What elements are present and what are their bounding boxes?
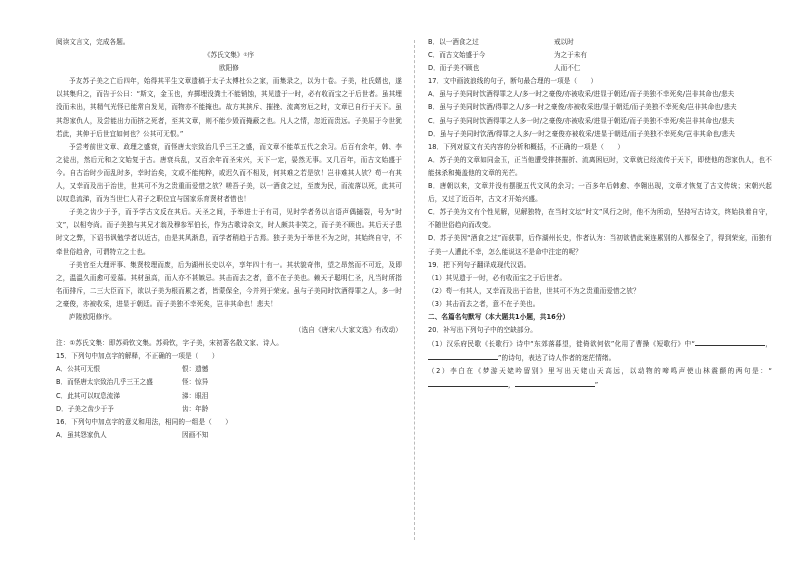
section-heading: 二、名篇名句默写（本大题共1小题，共16分）	[428, 312, 570, 321]
option-row: B．以一酒食之过 戒以时	[428, 38, 574, 46]
paragraph: 子美官至大理评事、集贤校理而废，后为湖州长史以卒，享年四十有一。其状貌奇伟，望之昂然而不可近，及即之，温温久而愈可爱慕。其材虽高，而人亦不甚嫉忌。其击而去之者，意不在子美也。赖天子聪明仁圣，凡当时所指名而排斥，二三大臣而下，欲以子美为根而累之者，皆蒙保全，今并列于荣宠。虽与子美同时饮酒得罪之人，多一时之豪俊，亦被收采，进显于朝廷。而子美独不幸死矣，岂非其命也！悲夫！	[56, 260, 402, 308]
option: A．虽与子美同时饮酒得罪之人/多一时之豪俊/亦被收采/进显于朝廷/而子美独不幸死矣/岂非其命也/悲夫	[428, 90, 735, 99]
footnote: 注：①苏氏文集：即苏舜钦文集。苏舜钦，字子美，宋初著名散文家、诗人。	[56, 339, 283, 348]
option-row: A．虽其怨家仇人 因画不知	[56, 430, 209, 439]
fill-item: （1）汉乐府民歌《长歌行》诗中“东郊落暮望，徙倚欲何依”化用了曹操《短歌行》中“ ，”的诗句，表达了诗人作者的迷茫情绪。	[428, 337, 772, 365]
translate-item: （2）苟一有其人，又幸而及出于治世，世其可不为之贵重而爱惜之欤？	[428, 286, 640, 295]
option: C．虽与子美同时饮酒得罪之人多一时/之豪俊/亦被收采/进显于朝廷/而子美独不幸死/矣岂非其命也/悲夫	[428, 116, 735, 125]
question-20-stem: 20．补写出下列句子中的空缺部分。	[428, 326, 537, 335]
question-18-stem: 18．下列对原文有关内容的分析和概括，不正确的一项是（ ）	[428, 142, 625, 151]
option-row: D．子美之齿少于予 齿：年龄	[56, 404, 209, 413]
option-row: D．而子美不顾也 人而不仁	[428, 64, 581, 73]
option: B．唐朝以来，文章并没有摆脱五代文风的余习；一百多年后韩愈、李翱出现，文章才恢复了古文传统；宋朝兴起后，又过了近百年，古文才开始兴盛。	[428, 182, 772, 204]
signature: 庐陵欧阳修序。	[69, 312, 116, 321]
paragraph: 予尝考前世文章、政理之盛衰，而怪唐太宗致治几乎三王之盛，而文章不能革五代之余习。后百有余年，韩、李之徒出，然后元和之文始复于古。唐衰兵乱，又百余年而圣宋兴，天下一定，晏然无事。又几百年，而古文始盛于今。自古治时少而乱时多，幸时治矣，文或不能纯粹，或迟久而不相及，何其难之若是欤！岂非难其人欤？苟一有其人，又幸而及出于治世，世其可不为之贵重而爱惜之欤？嗟吾子美，以一酒食之过，至废为民，而流落以死，此其可以叹息流涕，而为当世仁人君子之职位宜与国家乐育贤材者惜也！	[56, 142, 402, 204]
paragraph: 予友苏子美之亡后四年，始得其平生文章遗稿于太子太傅杜公之家，而集录之，以为十卷。子美，杜氏婿也，遂以其集归之，而告于公曰：“斯文，金玉也，弃掷埋没粪土不能销蚀，其见遗于一时，必有收而宝之于后世者。虽其埋没而未出，其精气光怪已能常自发见，而物亦不能掩也。故方其摈斥、摧挫、流离穷厄之时，文章已自行于天下。虽其怨家仇人，及尝能出力而挤之死者，至其文章，则不能少毁而掩蔽之也。凡人之情，忽近而贵远。子美屈于今世犹若此，其伸于后世宜如何也？公其可无恨。”	[56, 77, 402, 138]
question-17-stem: 17．文中画波浪线的句子，断句最合理的一项是（ ）	[428, 77, 598, 86]
answer-blank[interactable]	[428, 351, 498, 360]
question-16-stem: 16．下列句中加点字的意义和用法，相同的一组是（ ）	[56, 417, 232, 426]
question-19-stem: 19．把下列句子翻译成现代汉语。	[428, 260, 531, 269]
translate-item: （1）其见遗于一时，必有收而宝之于后世者。	[428, 273, 567, 282]
answer-blank[interactable]	[428, 378, 508, 387]
answer-blank[interactable]	[515, 378, 595, 387]
question-15-stem: 15．下列句中加点字的解释，不正确的一项是（ ）	[56, 352, 219, 361]
fill-item: （2）李白在《梦游天姥吟留别》里写出天姥山天高远，以动物的啼鸣声使山林震颤的两句是：“， ”	[428, 367, 772, 390]
option: D．虽与子美同时饮酒/得罪之人多/一时之豪俊亦被收采/进显于朝廷/而子美独不幸死矣/岂非其命也/悲夫	[428, 129, 735, 138]
option-row: C．而古文始盛于今 为之于未有	[428, 51, 587, 60]
option: D．苏子美因“酒食之过”而获罪，后作湖州长史，作者认为：当初欲借此案连累别的人都保全了，得到荣宠，而独有子美一人遭此不幸，怎么能说这不是命中注定的呢？	[428, 234, 772, 256]
left-column	[56, 36, 402, 442]
option: C．苏子美为文有个性见解，见解独特，在当时文坛“时文”风行之时，他不为所动，坚持写古诗文，终始执着自守，不随世俗趋向而改变。	[428, 208, 772, 230]
paragraph: 子美之齿少于予，而予学古文反在其后。天圣之间，予举进士于有司，见时学者务以言语声偶擿裂，号为“时文”，以相夸尚。而子美独与其兄才翁及穆参军伯长，作为古歌诗杂文，时人颇共非笑之，而子美不顾也。其后天子患时文之弊，下诏书讽勉学者以近古，由是其风渐息，而学者稍趋于古焉。独子美为于举世不为之时，其始终自守，不牵世俗趋舍，可谓特立之士也。	[56, 208, 402, 256]
option-row: C．此其可以叹息流涕 涕：眼泪	[56, 391, 209, 400]
translate-item: （3）其击而去之者，意不在子美也。	[428, 299, 540, 308]
article-title: 《苏氏文集》①序	[203, 51, 255, 60]
article-author: 欧阳修	[219, 64, 239, 73]
source-line: （选自《唐宋八大家文选》有改动）	[294, 326, 402, 335]
page-divider	[414, 40, 415, 540]
reading-intro: 阅读文言文，完成各题。	[56, 38, 130, 46]
option: A．苏子美的文章如同金玉，正当他遭受排挤摧折、流离困厄时，文章就已经流传于天下，即使他的怨家仇人，也不能抹杀和掩盖他的文章的光芒。	[428, 155, 772, 177]
option-row: A．公其可无恨 恨：遗憾	[56, 365, 209, 374]
right-column	[428, 36, 772, 393]
answer-blank[interactable]	[695, 337, 765, 346]
option-row: B．而怪唐太宗致治几乎三王之盛 怪：惊异	[56, 378, 209, 387]
option: B．虽与子美同时饮酒/得罪之人/多一时之豪俊/亦被收采进/显于朝廷/而子美独不幸死矣/岂非其命也/悲夫	[428, 103, 737, 112]
